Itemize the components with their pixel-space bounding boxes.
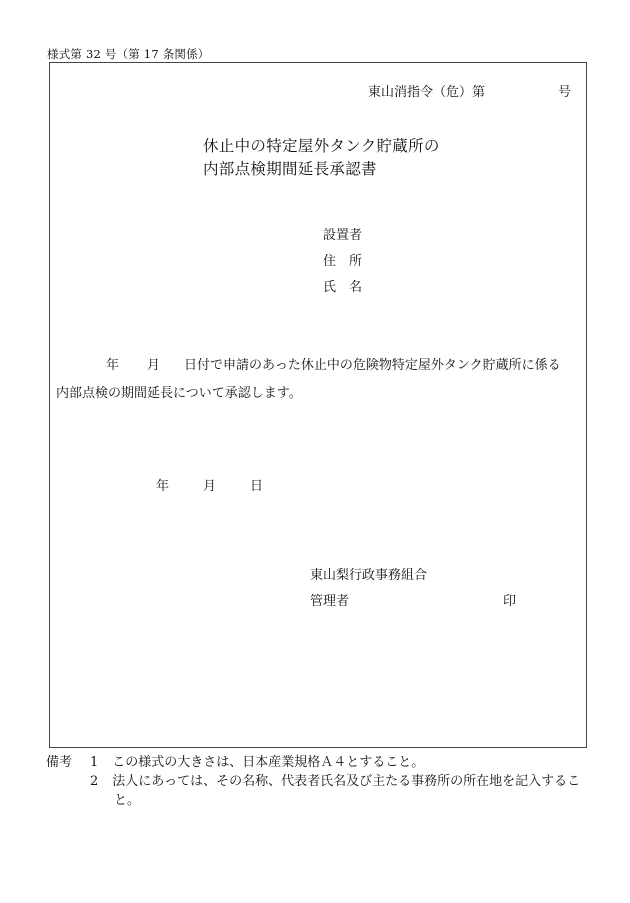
body-month-label: 月: [147, 358, 161, 373]
note-number-2: 2: [90, 774, 99, 789]
note-number-1: 1: [90, 755, 99, 770]
date-year-label: 年: [156, 479, 170, 494]
document-title-line-1: 休止中の特定屋外タンク貯蔵所の: [203, 137, 440, 155]
approval-body-line-2: 内部点検の期間延長について承認します。: [56, 386, 302, 401]
seal-mark: 印: [503, 594, 517, 609]
body-day-text: 日付で申請のあった休止中の危険物特定屋外タンク貯蔵所に係る: [184, 358, 561, 373]
installer-label: 設置者: [323, 228, 363, 243]
name-label: 氏 名: [323, 280, 363, 295]
body-year-label: 年: [106, 358, 120, 373]
note-text-1: この様式の大きさは、日本産業規格Ａ４とすること。: [112, 755, 425, 770]
issuer-manager-label: 管理者: [310, 594, 350, 609]
reference-number-label: 東山消指令（危）第: [368, 85, 486, 100]
approval-body-line-1: [56, 354, 581, 373]
note-text-2: 法人にあっては、その名称、代表者氏名及び主たる事務所の所在地を記入するこ: [112, 774, 581, 789]
approval-date: [156, 475, 263, 494]
note-item-2-continuation: と。: [114, 793, 141, 808]
address-label: 住 所: [323, 254, 363, 269]
notes-heading: 備考: [46, 755, 73, 770]
date-day-label: 日: [250, 479, 264, 494]
note-item-1: [90, 751, 424, 770]
reference-number-suffix: 号: [558, 85, 572, 100]
note-item-2: [90, 770, 580, 789]
issuer-organization: 東山梨行政事務組合: [310, 568, 428, 583]
date-month-label: 月: [203, 479, 217, 494]
document-title-line-2: 内部点検期間延長承認書: [203, 160, 377, 178]
form-number-label: 様式第 32 号（第 17 条関係）: [47, 47, 210, 61]
